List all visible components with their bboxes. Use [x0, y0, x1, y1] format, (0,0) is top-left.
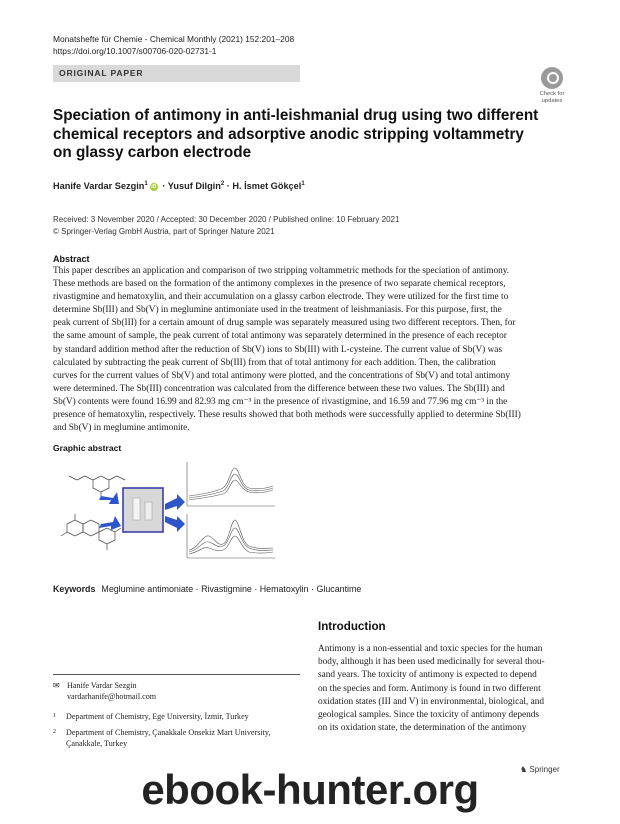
journal-citation [53, 33, 294, 57]
watermark: ebook-hunter.org [141, 766, 479, 813]
orcid-icon[interactable]: iD [151, 184, 157, 191]
affiliation-text: Department of Chemistry, Ege University, İzmir, Turkey [66, 712, 249, 721]
abstract-line: determine Sb(III) and Sb(V) in meglumine antimoniate used in the treatment of leishmaniasis. For this purpose, first, the [53, 305, 502, 316]
affiliation: 1 Department of Chemistry, Ege University, İzmir, Turkey [53, 711, 293, 723]
intro-line: Antimony is a non-essential and toxic species for the human [318, 644, 543, 654]
author-name[interactable]: Hanife Vardar Sezgin [53, 181, 145, 192]
publisher-logo: ♞ Springer [520, 765, 560, 774]
corresponding-author [53, 680, 156, 702]
article-type-label: ORIGINAL PAPER [59, 68, 144, 78]
graphic-abstract-figure [53, 458, 293, 566]
arrow-icon [165, 516, 185, 532]
arrow-icon [165, 494, 185, 510]
title-line: chemical receptors and adsorptive anodic stripping voltammetry [53, 125, 524, 143]
intro-line: oxidation states (III and V) in environmental, biological, and [318, 696, 544, 707]
voltammogram-lower [187, 514, 275, 558]
corr-name: Hanife Vardar Sezgin [67, 681, 137, 690]
check-updates-icon [541, 67, 563, 89]
intro-line: on the species and form. Antimony is found in two different [318, 683, 541, 694]
check-updates-label: Check for updates [539, 91, 565, 104]
abstract-body [53, 265, 567, 435]
abstract-line: were determined. The Sb(III) concentration was calculated from the difference between these two values. The Sb(III) and [53, 383, 505, 394]
dates-line: Received: 3 November 2020 / Accepted: 30 December 2020 / Published online: 10 February 2021 [53, 215, 400, 224]
abstract-heading: Abstract [53, 254, 90, 264]
author-name[interactable]: H. İsmet Gökçel [232, 181, 302, 192]
voltammogram-upper [187, 462, 275, 506]
keywords [53, 584, 361, 594]
author-list: Hanife Vardar Sezgin$^1$iD · Yusuf Dilgin$^2$ · H. İsmet Gökçel$^1$ [53, 181, 305, 192]
affiliation-text: Department of Chemistry, Çanakkale Onsekiz Mart University, Çanakkale, Turkey [66, 728, 271, 748]
check-for-updates-badge[interactable] [538, 67, 566, 104]
corr-email[interactable]: vardarhanife@hotmail.com [67, 692, 157, 701]
article-title [53, 107, 553, 163]
author-name[interactable]: Yusuf Dilgin [167, 181, 221, 192]
intro-line: geological samples. Since the toxicity of antimony depends [318, 710, 540, 721]
keywords-label: Keywords [53, 584, 96, 594]
title-line: Speciation of antimony in anti-leishmanial drug using two different [53, 107, 539, 124]
abstract-line: peak current of Sb(III) for a certain amount of drug sample was separately measured using two different receptors. Then, for [53, 318, 516, 329]
envelope-icon: ✉ [53, 681, 60, 690]
intro-line: sand years. The toxicity of antimony is expected to depend [318, 670, 537, 681]
keywords-text: Meglumine antimoniate · Rivastigmine · Hematoxylin · Glucantime [101, 584, 362, 594]
journal-line: Monatshefte für Chemie - Chemical Monthly (2021) 152:201–208 [53, 34, 295, 44]
introduction-heading: Introduction [318, 620, 386, 633]
abstract-line: This paper describes an application and comparison of two stripping voltammetric methods for the speciation of antimony. [53, 266, 510, 276]
footnote-divider [53, 674, 300, 675]
intro-line: body, although it has been used medicinally for several thou- [318, 657, 545, 668]
title-line: on glassy carbon electrode [53, 144, 252, 162]
springer-horse-icon: ♞ [520, 765, 528, 774]
affiliation: 2 Department of Chemistry, Çanakkale Onsekiz Mart University, Çanakkale, Turkey [53, 727, 293, 749]
arrow-icon [99, 492, 119, 504]
intro-line: on its oxidation state, the determination of the antimony [318, 723, 527, 734]
abstract-line: calculated by subtracting the peak current of Sb(III) from that of total antimony for each addition. Then, the calibration [53, 357, 496, 368]
electrode-cell-photo [123, 488, 163, 532]
abstract-line: the same amount of sample, the peak current of total antimony was separately determined in the presence of each receptor [53, 331, 507, 342]
abstract-line: presence of hematoxylin, respectively. These results showed that both methods were successfully applied to determine Sb(III) [53, 410, 521, 421]
copyright-line: © Springer-Verlag GmbH Austria, part of Springer Nature 2021 [53, 226, 275, 236]
publication-dates [53, 214, 399, 237]
article-type-banner [53, 65, 300, 82]
abstract-line: curves for the current values of Sb(V) and total antimony were plotted, and the concentrations of Sb(V) and total antimony [53, 370, 510, 381]
arrow-icon [99, 516, 121, 530]
doi-link[interactable]: https://doi.org/10.1007/s00706-020-02731-1 [53, 46, 217, 56]
graphic-abstract-heading: Graphic abstract [53, 443, 122, 453]
hematoxylin-structure [61, 514, 121, 550]
abstract-line: by standard addition method after the reduction of Sb(V) ions to Sb(III) with L-cysteine. The current value of Sb(V) was [53, 344, 503, 355]
abstract-line: Sb(V) contents were found 16.99 and 82.93 mg cm⁻³ in the presence of rivastigmine, and 16.59 and 77.96 mg cm⁻³ in the [53, 396, 508, 407]
abstract-line: These methods are based on the formation of the antimony complexes in the presence of two separate chemical receptors, [53, 279, 506, 290]
introduction-body [318, 643, 567, 735]
abstract-line: rivastigmine and hematoxylin, and their accumulation on a glassy carbon electrode. They were utilized for the first time to [53, 292, 509, 303]
abstract-line: and Sb(V) in meglumine antimonite. [53, 423, 190, 434]
